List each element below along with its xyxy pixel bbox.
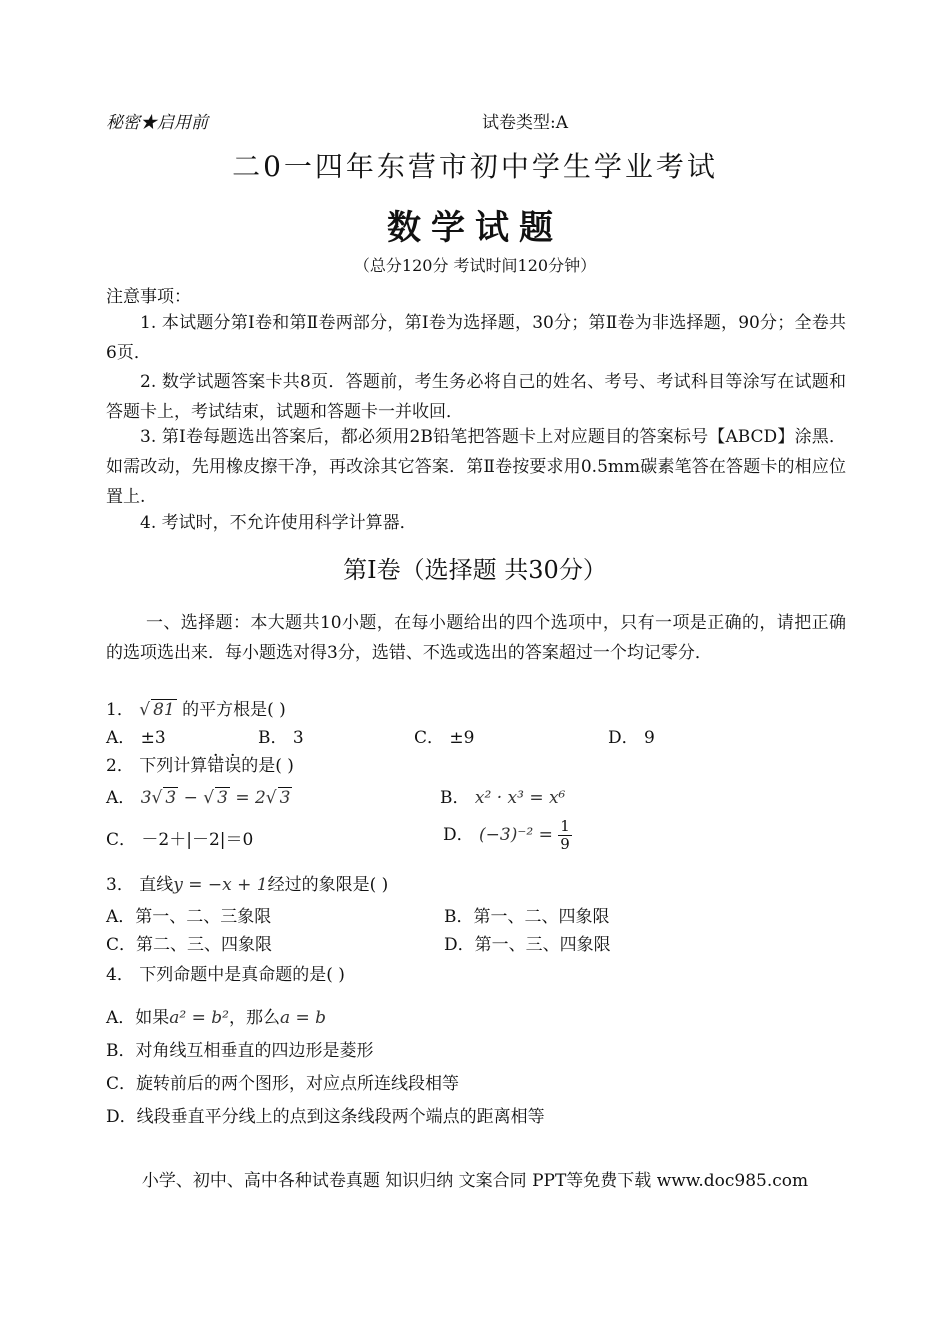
question-stem-part: 下列计算 bbox=[139, 756, 208, 776]
question-stem: 下列命题中是真命题的是( ) bbox=[139, 965, 345, 985]
note-item-3: 3. 第Ⅰ卷每题选出答案后，都必须用2B铅笔把答题卡上对应题目的答案标号【ABCD】涂黑．如需改动，先用橡皮擦干净，再改涂其它答案．第Ⅱ卷按要求用0.5mm碳素笔答在答题卡的相应位置上. bbox=[106, 427, 846, 507]
exam-title: 二0一四年东营市初中学生学业考试 bbox=[232, 150, 718, 183]
question-stem-part: 直线 bbox=[139, 875, 174, 895]
q3-option-c: C．第二、三、四象限 bbox=[106, 935, 273, 955]
q4-option-d: D．线段垂直平分线上的点到这条线段两个端点的距离相等 bbox=[106, 1107, 545, 1127]
question-stem-part: 经过的象限是( ) bbox=[267, 875, 389, 895]
option-label: B． bbox=[440, 788, 470, 808]
q2-option-d bbox=[443, 818, 572, 853]
fraction bbox=[558, 818, 572, 853]
question-stem: 的平方根是( ) bbox=[182, 700, 286, 720]
option-expression: x² · x³ = x⁶ bbox=[474, 788, 566, 808]
emphasis-char: 误 bbox=[224, 756, 242, 776]
secret-label: 秘密★启用前 bbox=[106, 113, 208, 133]
question-number: 2． bbox=[106, 756, 134, 776]
question-number: 1． bbox=[106, 700, 134, 720]
q3-option-a: A．第一、二、三象限 bbox=[106, 907, 272, 927]
q4-option-a bbox=[106, 1004, 326, 1032]
option-label: A． bbox=[106, 788, 136, 808]
main-title: 数学试题 bbox=[387, 208, 563, 248]
q2-option-a bbox=[106, 784, 292, 812]
q2-option-c bbox=[106, 826, 253, 854]
q3-option-d: D．第一、三、四象限 bbox=[444, 935, 611, 955]
sqrt-expression: √ 81 bbox=[139, 700, 175, 720]
q4-option-c: C．旋转前后的两个图形，对应点所连线段相等 bbox=[106, 1074, 460, 1094]
option-label: D． bbox=[443, 825, 474, 845]
option-expression: (−3)⁻² = bbox=[479, 825, 553, 845]
radicand: 81 bbox=[153, 700, 175, 720]
coefficient: 3 bbox=[140, 788, 152, 808]
option-text: ，那么 bbox=[228, 1008, 280, 1028]
question-number: 4． bbox=[106, 965, 134, 985]
instructions: 一、选择题：本大题共10小题，在每小题给出的四个选项中，只有一项是正确的，请把正确的选项选出来．每小题选对得3分，选错、不选或选出的答案超过一个均记零分． bbox=[106, 613, 846, 663]
q1-option-a: A． ±3 bbox=[106, 728, 166, 748]
question-2 bbox=[106, 752, 294, 780]
option-expression: －2＋|－2|＝0 bbox=[141, 830, 254, 850]
option-expression: 3√ 3 − √ 3 = 2√ 3 bbox=[140, 788, 291, 808]
option-expression: a = b bbox=[279, 1008, 327, 1028]
q1-option-d: D． 9 bbox=[608, 728, 655, 748]
question-3 bbox=[106, 871, 388, 899]
q3-option-b: B．第一、二、四象限 bbox=[444, 907, 610, 927]
q1-option-c: C． ±9 bbox=[414, 728, 475, 748]
section-title: 第Ⅰ卷（选择题 共30分） bbox=[343, 556, 607, 584]
line-equation: y = −x + 1 bbox=[173, 875, 268, 895]
note-item-1: 1. 本试题分第Ⅰ卷和第Ⅱ卷两部分，第Ⅰ卷为选择题，30分；第Ⅱ卷为非选择题，90分；全卷共6页． bbox=[106, 313, 846, 363]
numerator: 1 bbox=[560, 817, 570, 835]
footer-text: 小学、初中、高中各种试卷真题 知识归纳 文案合同 PPT等免费下载 www.doc985.com bbox=[141, 1171, 809, 1191]
question-stem-part: 的是( ) bbox=[241, 756, 294, 776]
option-label: A．如果 bbox=[106, 1008, 170, 1028]
q1-option-b: B． 3 bbox=[258, 728, 304, 748]
paper-type-label: 试卷类型:A bbox=[482, 113, 569, 133]
question-4 bbox=[106, 961, 345, 989]
q2-option-b bbox=[440, 784, 565, 812]
radicand: 3 bbox=[165, 788, 177, 808]
radicand: 3 bbox=[217, 788, 228, 808]
radicand: 3 bbox=[279, 788, 291, 808]
q4-option-b: B．对角线互相垂直的四边形是菱形 bbox=[106, 1041, 374, 1061]
option-expression: a² = b² bbox=[169, 1008, 229, 1028]
operator: = 2 bbox=[229, 788, 266, 808]
question-number: 3． bbox=[106, 875, 134, 895]
question-1 bbox=[106, 696, 286, 724]
emphasis-char: 错 bbox=[207, 756, 225, 776]
notes-heading: 注意事项： bbox=[106, 287, 191, 307]
option-label: C． bbox=[106, 830, 137, 850]
sub-title: （总分120分 考试时间120分钟） bbox=[353, 256, 597, 275]
note-item-2: 2. 数学试题答案卡共8页．答题前，考生务必将自己的姓名、考号、考试科目等涂写在试题和答题卡上，考试结束，试题和答题卡一并收回． bbox=[106, 372, 846, 422]
operator: − bbox=[178, 788, 204, 808]
denominator: 9 bbox=[560, 835, 570, 853]
note-item-4: 4. 考试时，不允许使用科学计算器． bbox=[140, 513, 417, 533]
